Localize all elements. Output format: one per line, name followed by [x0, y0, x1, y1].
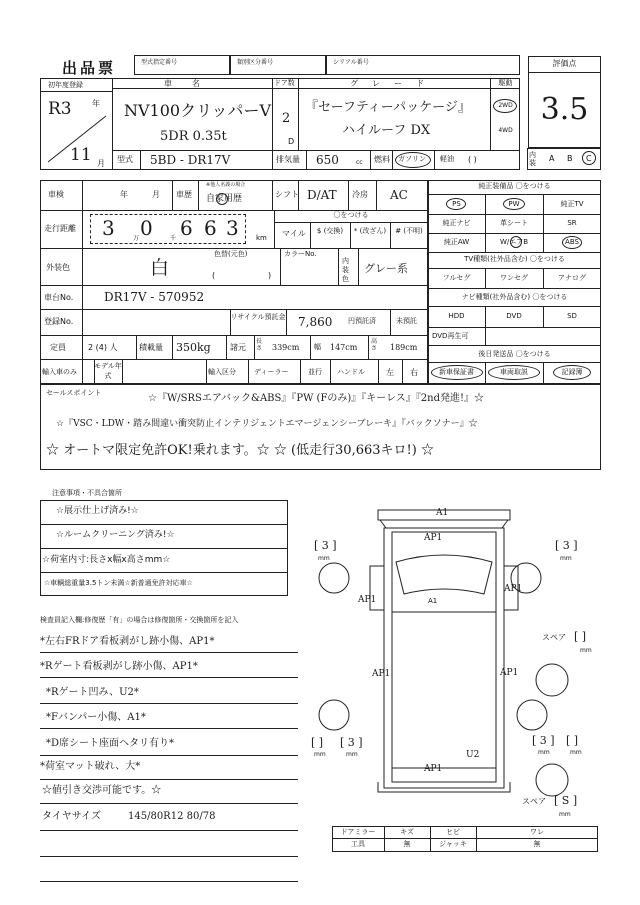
- width-value: 147cm: [330, 343, 358, 352]
- mileage-man-unit: 万: [133, 235, 140, 242]
- grade-line-2: ハイルーフ DX: [342, 123, 431, 138]
- equipment-header-scratch: キズ: [400, 828, 414, 836]
- option-ps: PS: [452, 200, 461, 208]
- mileage-digit-2: 0: [140, 216, 153, 240]
- spare-top-unit: mm: [580, 647, 592, 654]
- note-3: ☆荷室内寸:長さx幅x高さmm☆: [42, 555, 171, 565]
- dimensions-label: 諸元: [230, 343, 246, 352]
- doc-manual: 車両取説: [500, 368, 528, 376]
- fuel-other: ( ): [468, 155, 477, 164]
- door-count: 2: [282, 111, 291, 126]
- notes-label: 注意事項・不具合箇所: [52, 489, 122, 497]
- inspector-note-6: *荷室マット破れ、大*: [40, 761, 141, 772]
- equipment-header-break: ワレ: [530, 828, 544, 836]
- handle-left: 左: [386, 368, 394, 377]
- class-number-label: 類別区分番号: [237, 59, 274, 66]
- tread-rr-bracket: [ 3 ]: [532, 734, 555, 747]
- tv-type-header: TV種類(社外品含む) 〇をつける: [464, 255, 565, 263]
- page-title: 出品票: [62, 59, 117, 77]
- usage-label: 車歴: [176, 190, 192, 199]
- windshield-outline: [396, 555, 492, 594]
- recycle-unpaid: 未預託: [396, 317, 417, 325]
- inspector-note-7: ☆値引き交渉可能です。☆: [42, 785, 162, 796]
- interior-color-value: グレー系: [364, 262, 408, 275]
- tread-rr-unit: mm: [538, 749, 550, 756]
- color-original-parens-close: ): [268, 271, 272, 280]
- shaken-label: 車検: [48, 190, 64, 199]
- option-abs: ABS: [565, 238, 579, 246]
- registration-divider: [46, 114, 108, 164]
- nav-type-header: ナビ種類(社外品含む) 〇をつける: [461, 293, 568, 301]
- chassis-number: DR17V - 570952: [104, 290, 205, 304]
- color-number-label: カラーNo.: [284, 250, 317, 258]
- tread-rl-bracket: [ 3 ]: [340, 736, 363, 749]
- tv-analog: アナログ: [558, 274, 586, 282]
- import-only-label: 輸入車のみ: [42, 368, 77, 376]
- displacement-unit: cc: [356, 159, 363, 166]
- tread-fl: 3: [321, 539, 329, 552]
- inspector-label: 検査員記入欄:修復歴「有」の場合は修復箇所・交換箇所を記入: [40, 616, 239, 624]
- tread-rl: 3: [347, 736, 355, 749]
- doc-record: 記録簿: [561, 368, 583, 376]
- interior-grade-label: 内装: [529, 151, 536, 167]
- wheel-rear-left: [319, 700, 349, 730]
- model-spec-box: [134, 55, 230, 75]
- nav-sd: SD: [567, 312, 577, 320]
- spare-bottom-bracket: [ S ]: [554, 794, 578, 807]
- tread-rl-outer-unit: mm: [314, 751, 326, 758]
- mileage-circle-note: 〇をつける: [333, 211, 369, 219]
- recycle-value: 7,860: [298, 315, 333, 329]
- mark-a1-windshield: A1: [428, 597, 438, 605]
- ac-label: 冷房: [352, 190, 368, 199]
- mileage-digit-5: 3: [226, 216, 239, 240]
- first-registration-label: 初年度登録: [48, 81, 83, 89]
- inspector-note-2: *Rゲート看板剥がし跡小傷、AP1*: [40, 661, 198, 672]
- shaken-month-unit: 月: [152, 190, 160, 199]
- color-original-parens: (: [212, 271, 216, 280]
- shaken-year-unit: 年: [120, 190, 128, 199]
- import-class-label: 輸入区分: [208, 368, 236, 376]
- first-registration-month: 11: [70, 145, 92, 165]
- nav-hdd: HDD: [448, 312, 465, 320]
- note-2: ☆ルームクリーニング済み!☆: [56, 530, 175, 540]
- usage-note: ※他人名義の場合: [206, 182, 246, 188]
- type-label: 型式: [117, 155, 133, 164]
- tread-rl-unit: mm: [346, 751, 358, 758]
- nav-dvd: DVD: [506, 312, 522, 320]
- vehicle-name-label: 車名: [164, 79, 220, 88]
- grade-label: グレード: [350, 79, 438, 88]
- handle-right: 右: [410, 368, 418, 377]
- mileage-digit-1: 3: [102, 216, 115, 240]
- wheel-rear-right: [517, 700, 547, 730]
- recycle-label: リサイクル預託金: [230, 313, 286, 321]
- fuel-gasoline: ガソリン: [398, 155, 426, 163]
- mark-ap1-right-front: AP1: [504, 584, 523, 594]
- door-d-label: D: [288, 137, 295, 146]
- load-label: 積載量: [139, 343, 163, 352]
- mileage-km-unit: km: [256, 234, 267, 242]
- option-airbag: W/エアB: [499, 238, 529, 246]
- equipment-jack-value: 無: [533, 840, 541, 848]
- equipment-header-mirror: ドアミラー: [340, 828, 376, 836]
- vehicle-type-code: 5BD - DR17V: [150, 153, 231, 167]
- equipment-tools-label: 工具: [351, 840, 365, 848]
- height-value: 189cm: [390, 343, 418, 352]
- mark-u2-rear: U2: [466, 750, 480, 760]
- month-unit: 月: [97, 159, 105, 168]
- serial-number-label: シリアル番号: [333, 59, 369, 66]
- doc-warranty: 新車保証書: [439, 368, 474, 376]
- ac-value: AC: [390, 188, 408, 202]
- model-spec-label: 型式指定番号: [141, 59, 178, 66]
- vehicle-name: NV100クリッパーV: [124, 101, 272, 120]
- exterior-color-label: 外装色: [46, 263, 70, 272]
- tv-fullseg: フルセグ: [442, 274, 471, 282]
- drive-2wd: 2WD: [498, 102, 513, 109]
- option-aw: 純正AW: [443, 238, 470, 246]
- spare-top-bracket: [ ]: [574, 630, 587, 643]
- fuel-light-oil: 軽油: [440, 155, 454, 163]
- mileage-digit-4: 6: [204, 216, 217, 240]
- recycle-unit: 円預託済: [348, 317, 376, 325]
- equipment-tools-value: 無: [403, 840, 411, 848]
- mileage-sen-unit: 千: [170, 235, 177, 242]
- tv-oneseg: ワンセグ: [500, 274, 528, 282]
- sales-point-line-1: ☆『W/SRSエアバック&ABS』『PW (Fのみ)』『キーレス』『2nd発進!』☆: [148, 393, 485, 404]
- handle-label: ハンドル: [337, 368, 365, 376]
- tread-rl-outer-bracket: [ ]: [311, 736, 324, 749]
- height-label: 高さ: [371, 338, 378, 352]
- capacity-value: 2 (4) 人: [88, 343, 118, 352]
- spare-bottom-unit: mm: [559, 811, 571, 818]
- option-tv: 純正TV: [560, 200, 584, 208]
- note-4: ☆車輌総重量3.5トン未満☆新普通免許対応車☆: [44, 579, 193, 587]
- spare-label-top: スペア: [542, 633, 566, 642]
- equipment-jack-label: ジャッキ: [439, 840, 467, 848]
- mark-ap1-right-side: AP1: [500, 668, 519, 678]
- load-value: 350kg: [176, 341, 211, 354]
- dealer-label: ディーラー: [254, 368, 289, 376]
- shift-label: シフト: [275, 190, 299, 199]
- tread-rr: 3: [539, 734, 547, 747]
- sales-points-label: セールスポイント: [46, 389, 102, 397]
- interior-grade-c: C: [586, 154, 592, 163]
- tread-fl-bracket: [ 3 ]: [314, 539, 337, 552]
- tread-fr-unit: mm: [560, 555, 572, 562]
- fuel-label: 燃料: [374, 155, 390, 164]
- spare-wheel-bottom: [536, 764, 568, 796]
- interior-color-label: 内装色: [342, 257, 349, 283]
- mile-label: マイル: [282, 229, 306, 238]
- shift-value: D/AT: [307, 188, 337, 202]
- displacement-value: 650: [316, 153, 339, 167]
- first-registration-year: R3: [48, 99, 72, 119]
- grade-score: 3.5: [540, 92, 589, 127]
- spare-wheel-top: [536, 664, 568, 696]
- sales-point-line-2: ☆『VSC・LDW・踏み間違い衝突防止インテリジェントエマージェンシーブレーキ』『バックソナー』☆: [56, 419, 478, 429]
- tread-fl-unit: mm: [318, 555, 330, 562]
- option-navi: 純正ナビ: [442, 219, 471, 227]
- inspector-note-3: *Rゲート凹み、U2*: [46, 687, 139, 698]
- color-original-label: 色替(元色): [214, 250, 248, 258]
- spare-bottom-value: S: [561, 794, 570, 807]
- unknown-label: # (不明): [395, 227, 423, 235]
- grade-line-1: 『セーフティーパッケージ』: [305, 100, 471, 115]
- usage-value: 自家用歴: [206, 194, 243, 204]
- tread-fr: 3: [562, 539, 570, 552]
- vehicle-body-spec: 5DR 0.35t: [160, 129, 227, 144]
- sales-point-line-3: ☆ オートマ限定免許OK!乗れます。☆ ☆ (低走行30,663キロ!) ☆: [46, 443, 434, 458]
- interior-grade-b: B: [567, 154, 573, 163]
- score-label: 評価点: [552, 59, 577, 68]
- option-sr: SR: [567, 219, 577, 227]
- exterior-color-value: 白: [150, 257, 170, 279]
- tire-size-value: 145/80R12 80/78: [128, 811, 216, 822]
- documents-header: 後日発送品 〇をつける: [478, 350, 551, 358]
- registration-number-label: 登録No.: [44, 317, 74, 326]
- options-header: 純正装備品 〇をつける: [478, 182, 551, 190]
- drive-label: 駆動: [498, 79, 513, 87]
- score-box: [528, 56, 601, 148]
- interior-grade-a: A: [549, 154, 555, 163]
- capacity-label: 定員: [50, 343, 66, 352]
- model-year-label: モデル年式: [94, 362, 122, 380]
- mark-a1-front: A1: [436, 508, 449, 518]
- exchange-label: $ (交換): [316, 227, 344, 235]
- mileage-digit-3: 6: [180, 216, 193, 240]
- tread-fr-bracket: [ 3 ]: [555, 539, 578, 552]
- tire-size-label: タイヤサイズ: [42, 811, 101, 822]
- inspector-note-5: *D席シート座面ヘタリ有り*: [46, 738, 175, 749]
- mark-ap1-front: AP1: [424, 533, 443, 543]
- wheel-front-left: [319, 563, 349, 593]
- mark-ap1-left-front: AP1: [358, 595, 377, 605]
- length-label: 長さ: [256, 338, 263, 352]
- note-1: ☆展示仕上げ済み!☆: [56, 506, 139, 516]
- option-leather: 革シート: [500, 219, 528, 227]
- inspector-note-1: *左右FRドア看板剥がし跡小傷、AP1*: [40, 636, 215, 647]
- vehicle-body-outline: [384, 528, 504, 788]
- year-unit: 年: [92, 99, 100, 108]
- usage-circle: [216, 193, 228, 205]
- mark-ap1-rear: AP1: [424, 764, 443, 774]
- option-pw: PW: [508, 200, 520, 208]
- parallel-label: 並行: [308, 368, 322, 376]
- dvd-playback-label: DVD再生可: [432, 332, 469, 340]
- tamper-label: * (改ざん): [353, 227, 387, 235]
- drive-4wd: 4WD: [498, 127, 513, 134]
- tread-rr-outer-unit: mm: [570, 749, 582, 756]
- tread-rr-outer-bracket: [ ]: [566, 734, 579, 747]
- equipment-header-crack: ヒビ: [446, 828, 460, 836]
- width-label: 幅: [314, 343, 321, 351]
- spare-label-bottom: スペア: [522, 797, 546, 806]
- displacement-label: 排気量: [276, 155, 300, 164]
- inspector-note-4: *Fバンパー小傷、A1*: [46, 712, 146, 723]
- serial-number-box: [326, 55, 520, 75]
- mileage-label: 走行距離: [44, 224, 76, 233]
- class-number-box: [230, 55, 326, 75]
- chassis-label: 車台No.: [44, 293, 74, 302]
- mark-ap1-left-side: AP1: [372, 669, 391, 679]
- doors-label: ドア数: [274, 79, 295, 87]
- length-value: 339cm: [272, 343, 300, 352]
